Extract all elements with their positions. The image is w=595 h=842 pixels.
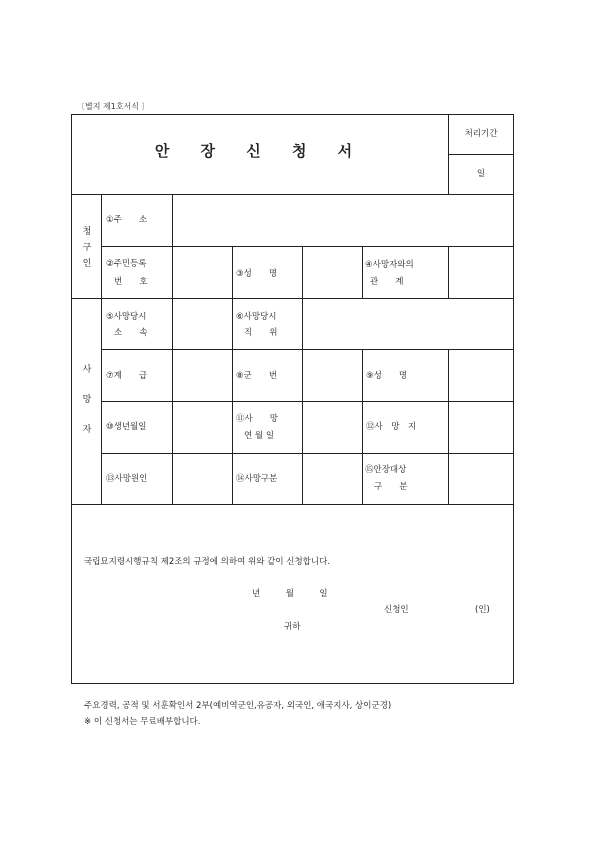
death-category-label: ⑭사망구분 — [236, 474, 278, 484]
unit-label-line1: ⑤사망당시 — [106, 312, 147, 322]
relation-field[interactable] — [449, 247, 513, 298]
declaration-text: 국립묘지령시행규칙 제2조의 규정에 의하여 위와 같이 신청합니다. — [84, 557, 331, 567]
rrn-field[interactable] — [173, 247, 232, 298]
applicant-signature-label: 신청인 — [384, 605, 409, 615]
service-number-label: ⑧군 번 — [236, 371, 278, 381]
form-code: 〔별지 제1호서식 〕 — [77, 102, 150, 111]
unit-field[interactable] — [173, 299, 232, 349]
column-line — [362, 246, 363, 298]
birth-date-label: ⑩생년월일 — [106, 422, 147, 432]
processing-period-label: 처리기간 — [464, 129, 498, 139]
service-number-field[interactable] — [303, 350, 362, 401]
declaration-date: 년 월 일 — [252, 589, 328, 599]
column-line — [232, 349, 233, 504]
relation-label-line2: 관 계 — [370, 277, 404, 287]
position-label-line1: ⑥사망당시 — [236, 312, 277, 322]
group-column-line — [101, 194, 102, 504]
death-cause-field[interactable] — [173, 454, 232, 504]
death-cause-label: ⑬사망원인 — [106, 474, 148, 484]
rrn-label-line1: ②주민등록 — [106, 259, 147, 269]
column-line — [232, 298, 233, 349]
processing-column-line — [448, 114, 449, 194]
processing-divider — [448, 154, 514, 155]
address-field[interactable] — [173, 195, 513, 246]
form-title: 안 장 신 청 서 — [154, 142, 366, 160]
address-label: ①주 소 — [106, 215, 148, 225]
applicant-group-label: 청 구 인 — [82, 227, 92, 269]
death-date-label-line2: 연 월 일 — [244, 431, 275, 441]
rank-field[interactable] — [173, 350, 232, 401]
death-date-field[interactable] — [303, 402, 362, 453]
position-field[interactable] — [303, 299, 513, 349]
seal-mark: (인) — [475, 605, 490, 615]
column-line — [362, 349, 363, 504]
applicant-name-label: ③성 명 — [236, 269, 278, 279]
deceased-name-label: ⑨성 명 — [366, 371, 408, 381]
deceased-name-field[interactable] — [449, 350, 513, 401]
burial-target-label-line1: ⑮안장대상 — [365, 465, 407, 475]
position-label-line2: 직 위 — [244, 328, 278, 338]
free-distribution-note: ※ 이 신청서는 무료배부합니다. — [84, 717, 201, 727]
rank-label: ⑦계 급 — [106, 371, 148, 381]
attachment-note: 주요경력, 공적 및 서훈확인서 2부(예비역군인,유공자, 외국인, 애국지사, 상이군경) — [84, 701, 392, 711]
addressee-label: 귀하 — [284, 622, 301, 632]
birth-date-field[interactable] — [173, 402, 232, 453]
column-line — [232, 246, 233, 298]
death-category-field[interactable] — [303, 454, 362, 504]
unit-label-line2: 소 속 — [114, 328, 148, 338]
death-date-label-line1: ⑪사 망 — [236, 414, 278, 424]
applicant-name-field[interactable] — [303, 247, 362, 298]
processing-days-unit: 일 — [476, 169, 486, 179]
death-place-label: ⑫사 망 지 — [366, 422, 417, 432]
relation-label-line1: ④사망자와의 — [365, 260, 414, 270]
burial-target-label-line2: 구 분 — [374, 482, 408, 492]
table-bottom-line — [71, 504, 514, 505]
deceased-group-label: 사 망 자 — [82, 365, 92, 435]
burial-target-field[interactable] — [449, 454, 513, 504]
death-place-field[interactable] — [449, 402, 513, 453]
rrn-label-line2: 번 호 — [114, 277, 148, 287]
